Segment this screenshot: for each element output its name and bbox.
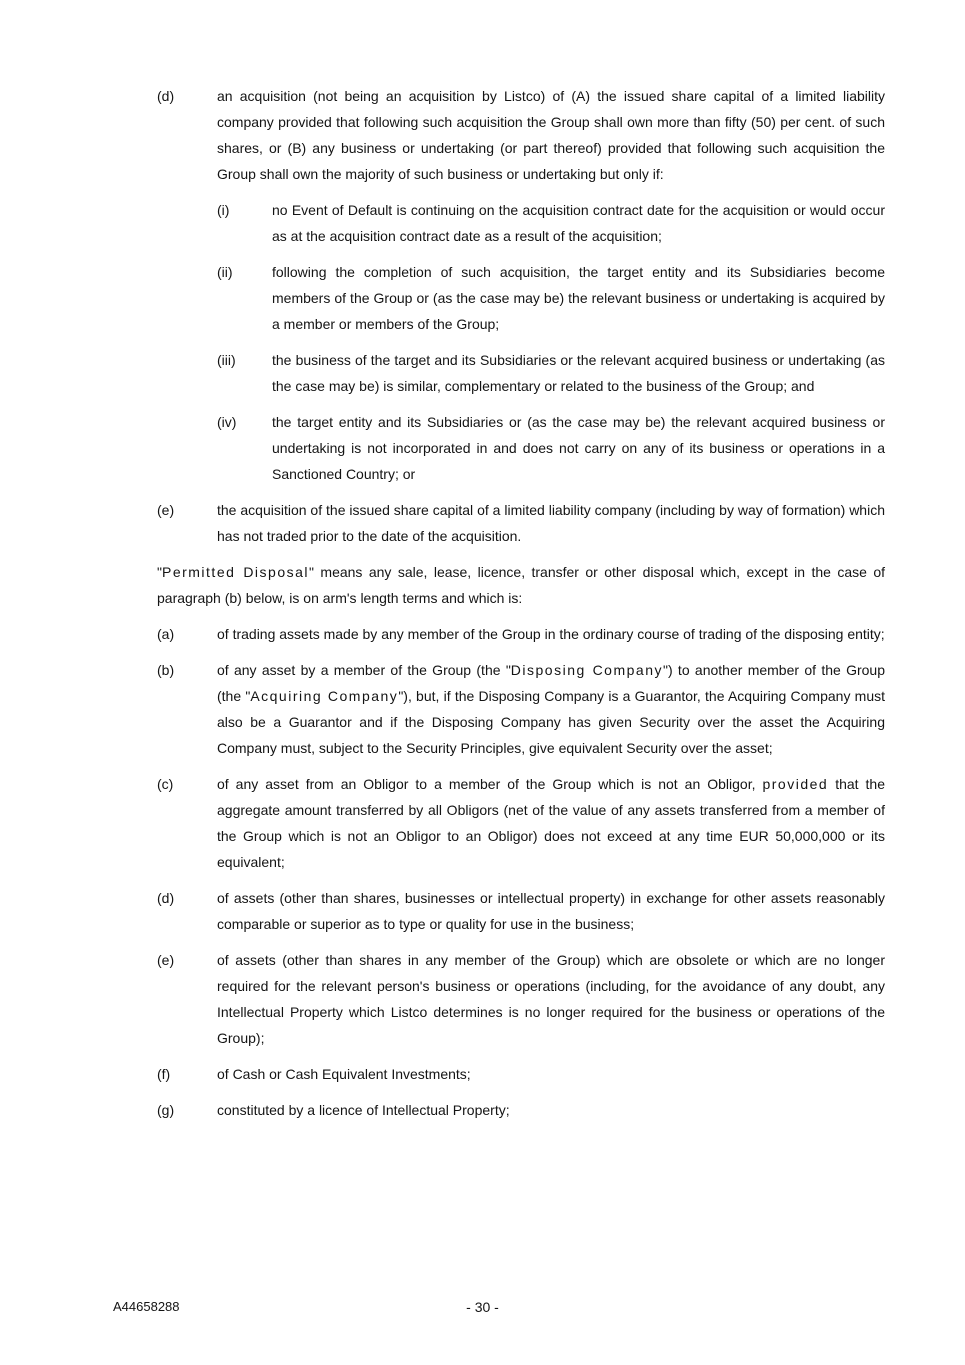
list-item-text <box>272 409 885 487</box>
list-item <box>157 197 885 249</box>
list-item <box>157 1061 885 1087</box>
list-item-label: (f) <box>157 1066 171 1082</box>
list-item-text <box>217 83 885 187</box>
list-item <box>157 1097 885 1123</box>
text-run: following the completion of such acquisition, the target entity and its Subsidiaries become members of the Group or (as the case may be) the relevant business or undertaking is acquired by a member or members of the Group; <box>272 264 885 332</box>
list-item-text <box>217 771 885 875</box>
list-item-text <box>217 621 885 647</box>
text-run: of any asset by a member of the Group (the " <box>217 662 511 678</box>
list-item <box>157 657 885 761</box>
text-run: "), but, if the Disposing Company is a Guarantor, the Acquiring Company must also be a Guarantor and if the Disposing Company has given Security over the asset the Acquiring Company must, subject to the Security Principles, give equivalent Security over the asset; <box>217 688 885 756</box>
text-run: an acquisition (not being an acquisition by Listco) of (A) the issued share capital of a limited liability company provided that following such acquisition the Group shall own more than fifty (50) per cent. of such shares, or (B) any business or undertaking (or part thereof) provided that following such acquisition the Group shall own the majority of such business or undertaking but only if: <box>217 88 885 182</box>
list-item <box>157 83 885 187</box>
text-run: " means any sale, lease, licence, transfer or other disposal which, except in the case of paragraph (b) below, is on arm's length terms and which is: <box>157 564 885 606</box>
list-item <box>157 497 885 549</box>
defined-term: Disposing Company <box>510 662 663 678</box>
list-item <box>157 621 885 647</box>
text-run: the acquisition of the issued share capital of a limited liability company (including by way of formation) which has not traded prior to the date of the acquisition. <box>217 502 885 544</box>
text-run: of any asset from an Obligor to a member of the Group which is not an Obligor, <box>217 776 763 792</box>
list-item-label: (ii) <box>217 264 233 280</box>
text-run: of assets (other than shares, businesses or intellectual property) in exchange for other assets reasonably comparable or superior as to type or quality for use in the business; <box>217 890 885 932</box>
list-item-label: (e) <box>157 952 175 968</box>
list-item-text <box>272 347 885 399</box>
list-item <box>157 347 885 399</box>
list-item-text <box>217 497 885 549</box>
list-item-text <box>217 1061 885 1087</box>
list-item-label: (b) <box>157 662 175 678</box>
list-item-text <box>217 885 885 937</box>
list-item-text <box>272 197 885 249</box>
text-run: the business of the target and its Subsidiaries or the relevant acquired business or undertaking (as the case may be) is similar, complementary or related to the business of the Group; and <box>272 352 885 394</box>
text-run: of assets (other than shares in any member of the Group) which are obsolete or which are no longer required for the relevant person's business or operations (including, for the avoidance of any doubt, any Intellectual Property which Listco determines is no longer required for the business or operations of the Group); <box>217 952 885 1046</box>
list-item-label: (g) <box>157 1102 175 1118</box>
list-item-label: (d) <box>157 890 175 906</box>
list-item <box>157 885 885 937</box>
list-item-label: (d) <box>157 88 175 104</box>
list-item-label: (c) <box>157 776 174 792</box>
page-footer <box>0 1297 965 1317</box>
text-run: that the aggregate amount transferred by all Obligors (net of the value of any assets transferred from a member of the Group which is not an Obligor to an Obligor) does not exceed at any time EUR 50,000,000 or its equivalent; <box>217 776 886 870</box>
list-item <box>157 259 885 337</box>
list-item-text <box>217 657 885 761</box>
list-item-label: (e) <box>157 502 175 518</box>
list-item-text <box>217 947 885 1051</box>
defined-term: provided <box>762 776 829 792</box>
defined-term: Acquiring Company <box>250 688 399 704</box>
text-run: the target entity and its Subsidiaries or (as the case may be) the relevant acquired business or undertaking is not incorporated in and does not carry on any of its business or operations in a Sanctioned Country; or <box>272 414 885 482</box>
list-item <box>157 409 885 487</box>
doc-reference: A44658288 <box>113 1299 180 1314</box>
list-item-label: (i) <box>217 202 230 218</box>
list-item-label: (iv) <box>217 414 237 430</box>
text-run: ") to another member of the Group (the " <box>217 662 885 704</box>
defined-term: Permitted Disposal <box>161 564 310 580</box>
text-run: constituted by a licence of Intellectual Property; <box>217 1102 510 1118</box>
text-run: of trading assets made by any member of the Group in the ordinary course of trading of the disposing entity; <box>217 626 885 642</box>
list-item <box>157 947 885 1051</box>
list-item <box>157 771 885 875</box>
paragraph-text <box>157 559 885 611</box>
list-item-text <box>272 259 885 337</box>
list-item-text <box>217 1097 885 1123</box>
document-body <box>157 83 885 1133</box>
list-item-label: (iii) <box>217 352 236 368</box>
text-run: of Cash or Cash Equivalent Investments; <box>217 1066 471 1082</box>
page-number: - 30 - <box>466 1299 499 1315</box>
paragraph <box>157 559 885 611</box>
text-run: no Event of Default is continuing on the acquisition contract date for the acquisition or would occur as at the acquisition contract date as a result of the acquisition; <box>272 202 885 244</box>
list-item-label: (a) <box>157 626 175 642</box>
text-run: " <box>157 564 162 580</box>
